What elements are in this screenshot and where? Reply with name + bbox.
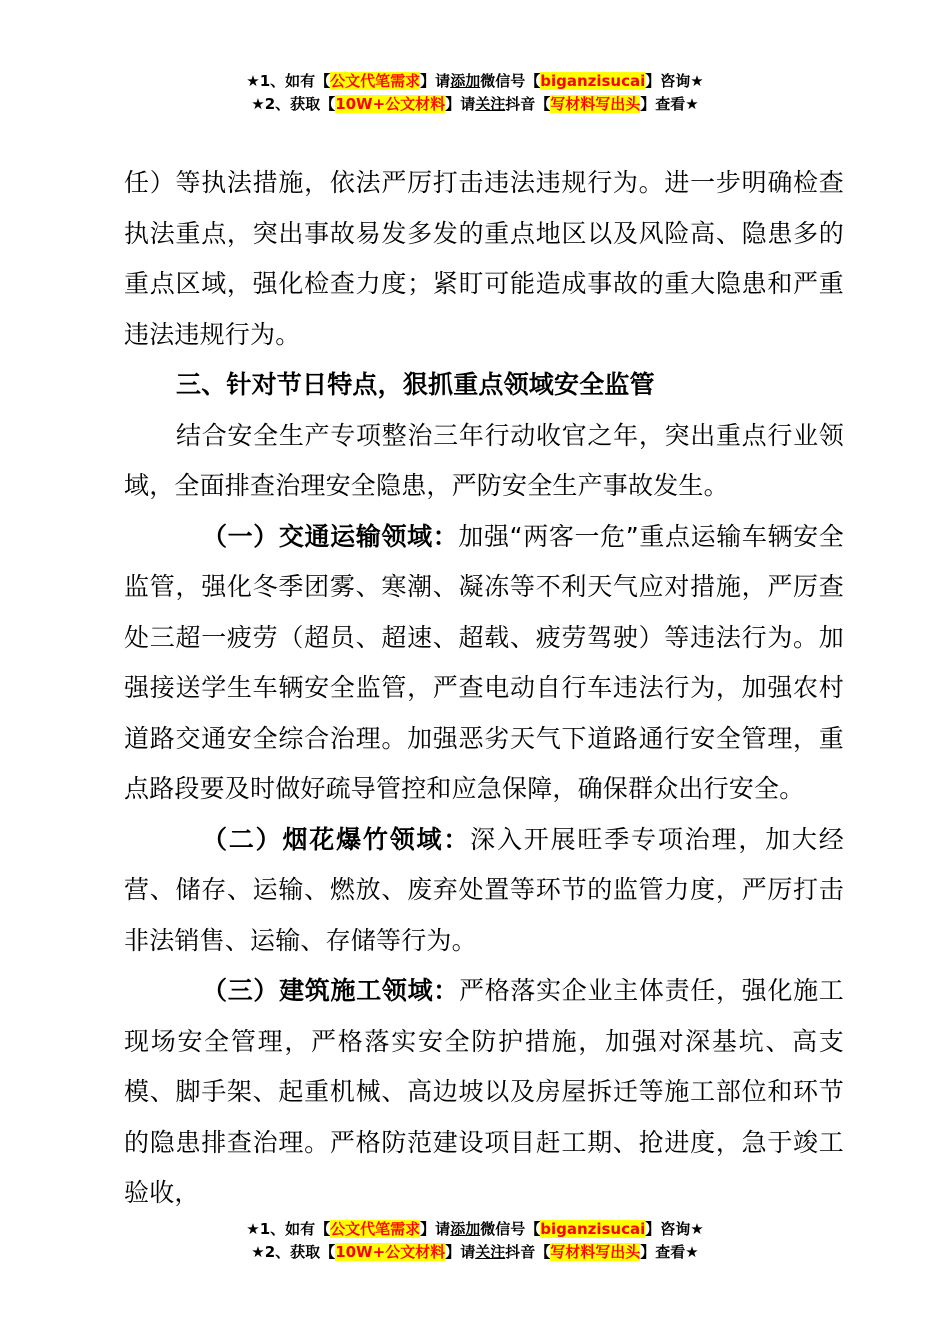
banner-line-2 bbox=[0, 1241, 950, 1264]
footer-banner bbox=[0, 1218, 950, 1264]
document-body bbox=[124, 158, 844, 1219]
banner-text: ★1、如有【 bbox=[246, 72, 331, 90]
banner-highlight-wechat: biganzisucai bbox=[540, 72, 646, 90]
banner-underline: 添加 bbox=[450, 72, 481, 90]
banner-text: 】请 bbox=[420, 72, 451, 90]
paragraph: 任）等执法措施，依法严厉打击违法违规行为。进一步明确检查执法重点，突出事故易发多发的重点地区以及风险高、隐患多的重点区域，强化检查力度；紧盯可能造成事故的重大隐患和严重违法违规行为。 bbox=[124, 168, 844, 349]
banner-text: 】请 bbox=[445, 1243, 476, 1261]
banner-line-2 bbox=[0, 93, 950, 116]
banner-text: 】咨询★ bbox=[645, 1220, 704, 1238]
banner-text: 抖音【 bbox=[505, 1243, 551, 1261]
paragraph-text: 加强“两客一危”重点运输车辆安全监管，强化冬季团雾、寒潮、凝冻等不利天气应对措施，严厉查处三超一疲劳（超员、超速、超载、疲劳驾驶）等违法行为。加强接送学生车辆安全监管，严查电动自行车违法行为，加强农村道路交通安全综合治理。加强恶劣天气下道路通行安全管理，重点路段要及时做好疏导管控和应急保障，确保群众出行安全。 bbox=[124, 521, 844, 803]
paragraph-construction bbox=[124, 966, 844, 1219]
header-banner bbox=[0, 70, 950, 116]
banner-highlight-douyin: 写材料写出头 bbox=[550, 1243, 641, 1261]
section-heading: 三、针对节日特点，狠抓重点领域安全监管 bbox=[176, 370, 655, 399]
banner-text: ★2、获取【 bbox=[251, 95, 336, 113]
banner-highlight: 10W+公文材料 bbox=[335, 95, 446, 113]
banner-text: 】请 bbox=[420, 1220, 451, 1238]
subsection-title: （一）交通运输领域： bbox=[202, 521, 459, 551]
paragraph-text: 严格落实企业主体责任，强化施工现场安全管理，严格落实安全防护措施，加强对深基坑、高支模、脚手架、起重机械、高边坡以及房屋拆迁等施工部位和环节的隐患排查治理。严格防范建设项目赶工期、抢进度，急于竣工验收， bbox=[124, 976, 844, 1207]
banner-text: 微信号【 bbox=[480, 1220, 541, 1238]
banner-highlight-douyin: 写材料写出头 bbox=[550, 95, 641, 113]
banner-highlight: 公文代笔需求 bbox=[330, 72, 421, 90]
banner-highlight-wechat: biganzisucai bbox=[540, 1220, 646, 1238]
banner-underline: 关注 bbox=[475, 1243, 506, 1261]
paragraph-transport bbox=[124, 512, 844, 815]
banner-text: 】查看★ bbox=[640, 95, 699, 113]
banner-text: 微信号【 bbox=[480, 72, 541, 90]
banner-text: ★1、如有【 bbox=[246, 1220, 331, 1238]
banner-underline: 关注 bbox=[475, 95, 506, 113]
banner-text: 抖音【 bbox=[505, 95, 551, 113]
banner-text: ★2、获取【 bbox=[251, 1243, 336, 1261]
banner-line-1 bbox=[0, 70, 950, 93]
banner-highlight: 公文代笔需求 bbox=[330, 1220, 421, 1238]
banner-underline: 添加 bbox=[450, 1220, 481, 1238]
subsection-title: （三）建筑施工领域： bbox=[202, 976, 459, 1005]
subsection-title: （二）烟花爆竹领域： bbox=[202, 824, 471, 854]
banner-highlight: 10W+公文材料 bbox=[335, 1243, 446, 1261]
banner-text: 】请 bbox=[445, 95, 476, 113]
banner-text: 】咨询★ bbox=[645, 72, 704, 90]
paragraph-fireworks bbox=[124, 815, 844, 967]
paragraph: 结合安全生产专项整治三年行动收官之年，突出重点行业领域，全面排查治理安全隐患，严防安全生产事故发生。 bbox=[124, 420, 844, 500]
banner-text: 】查看★ bbox=[640, 1243, 699, 1261]
banner-line-1 bbox=[0, 1218, 950, 1241]
paragraph-text: 深入开展旺季专项治理，加大经营、储存、运输、燃放、废弃处置等环节的监管力度，严厉打击非法销售、运输、存储等行为。 bbox=[124, 824, 844, 955]
